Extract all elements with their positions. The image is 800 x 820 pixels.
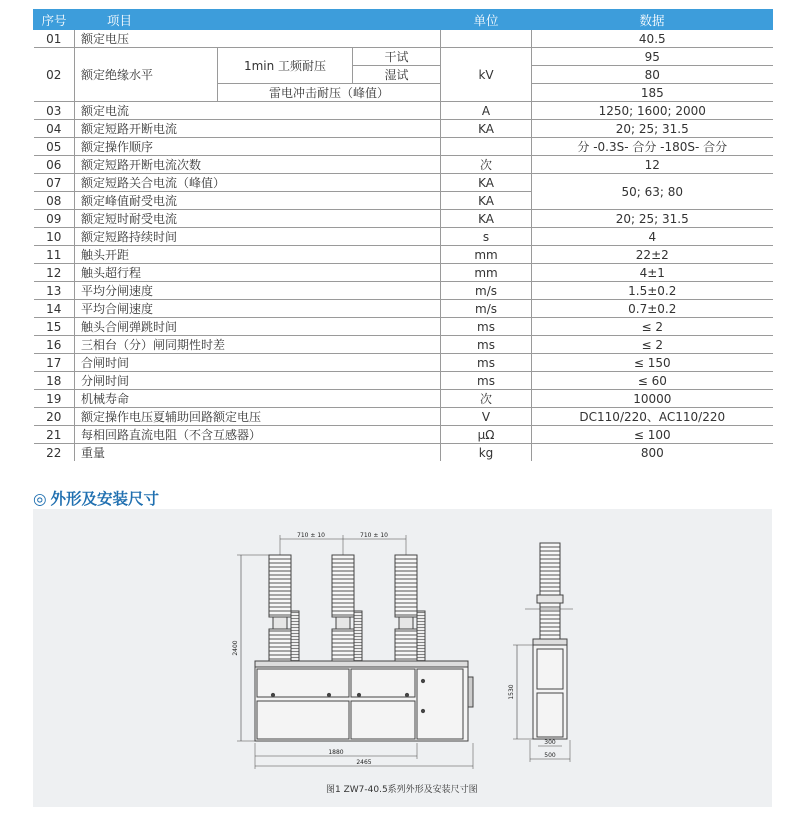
table-row [34, 426, 773, 444]
header-unit: 单位 [441, 10, 532, 30]
insulator-upper-2 [332, 555, 354, 617]
row-value: 95 [532, 48, 773, 66]
row-value: 1.5±0.2 [532, 282, 773, 300]
row-unit: mm [441, 246, 532, 264]
row-subitem-wet: 湿试 [353, 66, 441, 84]
row-value: 4 [532, 228, 773, 246]
row-unit: ms [441, 336, 532, 354]
row-value: 20; 25; 31.5 [532, 120, 773, 138]
side-view [513, 543, 573, 762]
ct-1 [291, 611, 299, 661]
row-item: 重量 [75, 444, 441, 462]
table-row [34, 408, 773, 426]
table-row [34, 264, 773, 282]
section-title [33, 487, 159, 509]
insulator-upper-1 [269, 555, 291, 617]
figure-caption: 图1 ZW7-40.5系列外形及安装尺寸图 [326, 785, 478, 795]
side-insulator-lower [540, 603, 560, 639]
insulator-lower-3 [395, 629, 417, 661]
terminal-3 [399, 617, 413, 629]
insulator-upper-3 [395, 555, 417, 617]
row-unit: ms [441, 354, 532, 372]
row-no: 04 [34, 120, 75, 138]
table-row [34, 120, 773, 138]
row-no: 11 [34, 246, 75, 264]
row-value: 分 -0.3S- 合分 -180S- 合分 [532, 138, 773, 156]
row-item: 额定短路开断电流 [75, 120, 441, 138]
side-cabinet [533, 645, 567, 739]
row-value: ≤ 150 [532, 354, 773, 372]
terminal-1 [273, 617, 287, 629]
row-subitem: 1min 工频耐压 [218, 48, 353, 84]
row-no: 03 [34, 102, 75, 120]
row-no: 13 [34, 282, 75, 300]
circle-marker-icon: ◎ [33, 490, 47, 508]
row-value: 50; 63; 80 [532, 174, 773, 210]
row-value: 80 [532, 66, 773, 84]
row-unit: m/s [441, 300, 532, 318]
row-unit: KA [441, 210, 532, 228]
row-value: 22±2 [532, 246, 773, 264]
row-no: 09 [34, 210, 75, 228]
row-no: 14 [34, 300, 75, 318]
row-value: 185 [532, 84, 773, 102]
row-item: 额定短路持续时间 [75, 228, 441, 246]
dim-spacing-2: 710 ± 10 [360, 532, 388, 539]
header-no: 序号 [34, 10, 75, 30]
table-row [34, 156, 773, 174]
row-no: 01 [34, 30, 75, 48]
row-item: 机械寿命 [75, 390, 441, 408]
cabinet-body [255, 667, 468, 741]
row-no: 10 [34, 228, 75, 246]
row-no: 07 [34, 174, 75, 192]
table-row [34, 228, 773, 246]
row-item: 分闸时间 [75, 372, 441, 390]
row-unit: ms [441, 372, 532, 390]
row-no: 05 [34, 138, 75, 156]
row-item: 额定短路关合电流（峰值） [75, 174, 441, 192]
dim-side-height: 1530 [508, 684, 515, 700]
row-unit: 次 [441, 390, 532, 408]
dim-base: 1880 [328, 749, 344, 756]
table-row [34, 138, 773, 156]
table-row [34, 354, 773, 372]
row-item: 额定短时耐受电流 [75, 210, 441, 228]
row-item: 额定短路开断电流次数 [75, 156, 441, 174]
table-row [34, 210, 773, 228]
row-unit: kg [441, 444, 532, 462]
row-unit: A [441, 102, 532, 120]
row-unit: V [441, 408, 532, 426]
row-unit: KA [441, 174, 532, 192]
row-value: 10000 [532, 390, 773, 408]
figure-panel [33, 509, 772, 807]
table-row [34, 336, 773, 354]
row-value: ≤ 2 [532, 336, 773, 354]
row-item: 触头开距 [75, 246, 441, 264]
row-value: 800 [640, 445, 664, 460]
row-unit: mm [441, 264, 532, 282]
row-subitem: 雷电冲击耐压（峰值） [218, 84, 441, 102]
table-row [34, 30, 773, 48]
row-item: 触头合闸弹跳时间 [75, 318, 441, 336]
row-value: 0.7±0.2 [532, 300, 773, 318]
row-unit [441, 138, 532, 156]
row-subitem-dry: 干试 [353, 48, 441, 66]
table-row [34, 282, 773, 300]
header-data: 数据 [532, 10, 773, 30]
row-item: 触头超行程 [75, 264, 441, 282]
row-value: ≤ 100 [532, 426, 773, 444]
dim-side-a: 300 [544, 739, 556, 746]
ct-3 [417, 611, 425, 661]
row-value: 40.5 [532, 30, 773, 48]
row-no: 21 [34, 426, 75, 444]
row-no: 19 [34, 390, 75, 408]
row-no: 08 [34, 192, 75, 210]
row-unit: μΩ [441, 426, 532, 444]
spec-table [33, 9, 773, 461]
row-no: 18 [34, 372, 75, 390]
row-item: 合闸时间 [75, 354, 441, 372]
row-no: 20 [34, 408, 75, 426]
insulator-lower-2 [332, 629, 354, 661]
row-no: 02 [34, 48, 75, 102]
row-unit: kV [441, 48, 532, 102]
row-unit: KA [441, 192, 532, 210]
table-row [34, 48, 773, 66]
row-unit: 次 [441, 156, 532, 174]
dim-total: 2465 [356, 759, 372, 766]
row-no: 17 [34, 354, 75, 372]
row-unit: ms [441, 318, 532, 336]
table-row [34, 246, 773, 264]
row-item: 平均分闸速度 [75, 282, 441, 300]
row-item: 每相回路直流电阻（不含互感器） [75, 426, 441, 444]
row-value: 1250; 1600; 2000 [532, 102, 773, 120]
dim-spacing-1: 710 ± 10 [297, 532, 325, 539]
row-value: 20; 25; 31.5 [532, 210, 773, 228]
row-no: 15 [34, 318, 75, 336]
table-row [34, 318, 773, 336]
row-item: 额定绝缘水平 [75, 48, 218, 102]
dimension-drawing [33, 509, 772, 807]
row-no: 16 [34, 336, 75, 354]
row-no: 12 [34, 264, 75, 282]
row-item: 额定操作电压夏辅助回路额定电压 [75, 408, 441, 426]
dim-height: 2400 [232, 640, 239, 656]
row-value: ≤ 2 [532, 318, 773, 336]
side-insulator-upper [540, 543, 560, 595]
table-header-row [34, 10, 773, 30]
dim-side-b: 500 [544, 752, 556, 759]
table-row [34, 300, 773, 318]
row-value: DC110/220、AC110/220 [532, 408, 773, 426]
row-item: 平均合闸速度 [75, 300, 441, 318]
table-row [34, 390, 773, 408]
section-title-text: 外形及安装尺寸 [50, 490, 160, 508]
header-item: 项目 [75, 10, 441, 30]
insulator-lower-1 [269, 629, 291, 661]
cabinet-top [255, 661, 468, 667]
row-value: 12 [532, 156, 773, 174]
row-no: 22 [34, 444, 75, 462]
cabinet-handle [468, 677, 473, 707]
row-unit: m/s [441, 282, 532, 300]
row-item: 额定操作顺序 [75, 138, 441, 156]
table-row [34, 372, 773, 390]
row-value: 4±1 [532, 264, 773, 282]
row-unit: s [441, 228, 532, 246]
table-row [34, 444, 773, 462]
front-view [237, 535, 473, 769]
row-item: 额定电压 [75, 30, 441, 48]
table-row [34, 102, 773, 120]
ct-2 [354, 611, 362, 661]
table-row [34, 174, 773, 192]
row-unit: KA [441, 120, 532, 138]
row-item: 三相台（分）闸同期性时差 [75, 336, 441, 354]
terminal-2 [336, 617, 350, 629]
row-item: 额定峰值耐受电流 [75, 192, 441, 210]
row-no: 06 [34, 156, 75, 174]
row-item: 额定电流 [75, 102, 441, 120]
row-unit [441, 30, 532, 48]
row-value: ≤ 60 [532, 372, 773, 390]
